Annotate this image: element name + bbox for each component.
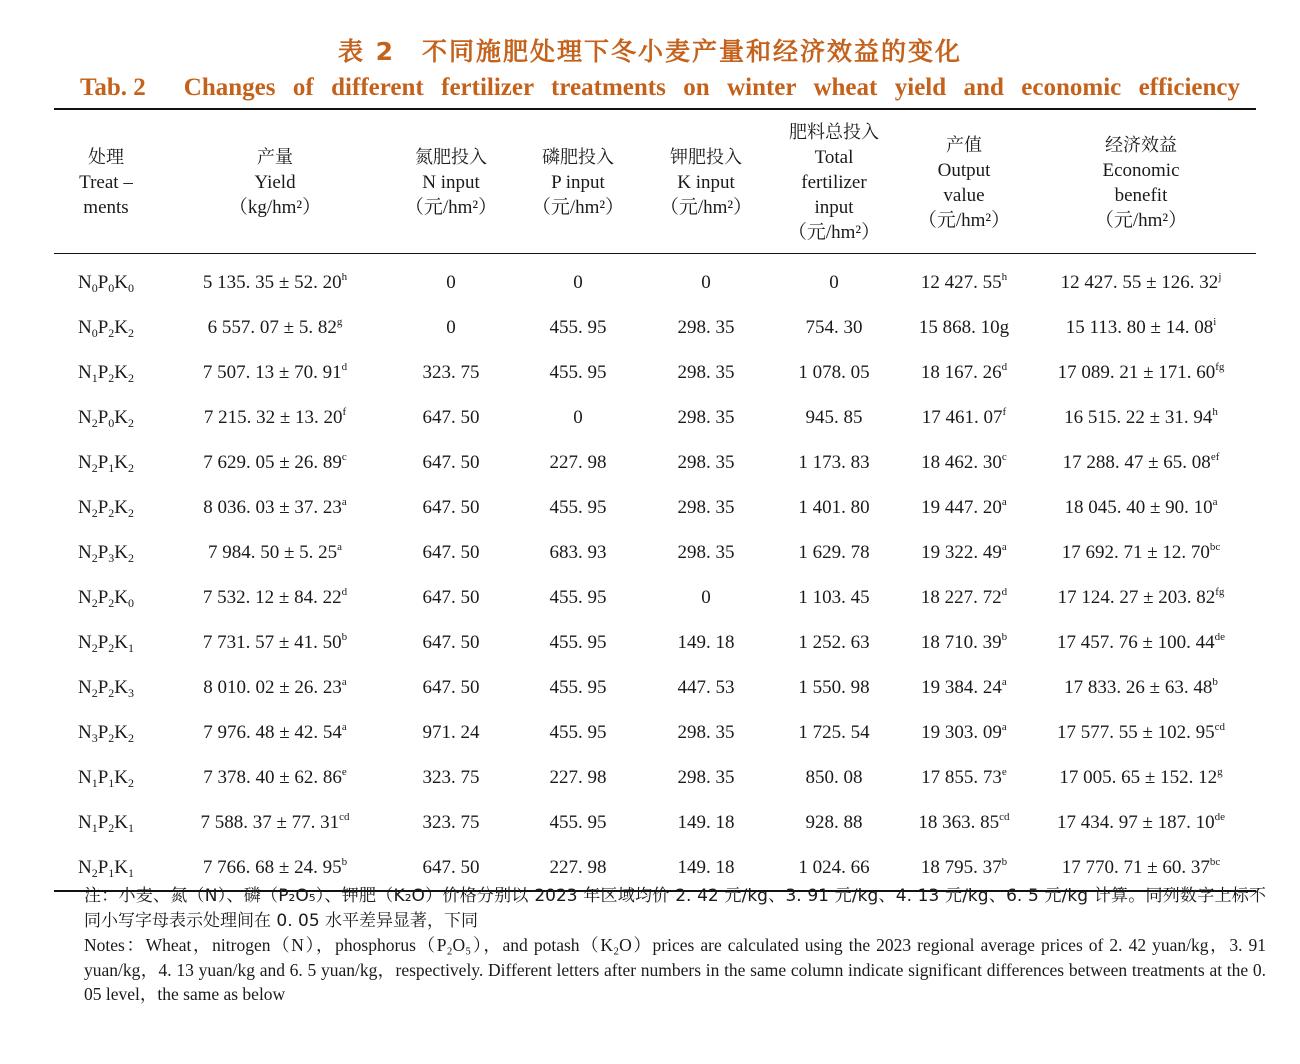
treatment-level: 2 — [108, 730, 115, 745]
p-cell: 455. 95 — [549, 496, 607, 518]
header-en: Total — [814, 147, 854, 168]
total-cell: 1 401. 80 — [798, 496, 870, 518]
benefit-cell: 17 005. 65 ± 152. 12$^g$ — [1059, 765, 1223, 788]
benefit-cell: 17 288. 47 ± 65. $08^{ef}$ — [1062, 450, 1220, 473]
n-cell: 647. 50 — [422, 631, 480, 653]
treatment-cell: $N_2P_0K_2$ — [77, 406, 135, 430]
p-cell: 455. 95 — [549, 811, 607, 833]
significance-letter: bc — [1209, 540, 1221, 553]
treatment-level: 2 — [91, 595, 98, 610]
output-cell: 18 227. 72$^d$ — [920, 585, 1008, 608]
benefit-cell: 17 692. 71 ± 12. $70^{bc}$ — [1061, 540, 1221, 563]
significance-letter: b — [341, 855, 348, 868]
treatment-level: 1 — [91, 820, 98, 835]
significance-letter: d — [341, 360, 348, 373]
n-cell: 323. 75 — [422, 766, 480, 788]
benefit-cell: 18 045. 40 ± 90. 10$^a$ — [1064, 495, 1218, 518]
n-cell: 647. 50 — [422, 496, 480, 518]
table-title: Changes of different fertilizer treatments on winter wheat yield and economic efficiency — [183, 74, 1240, 101]
treatment-level: 1 — [108, 775, 115, 790]
header-cn: 产量 — [257, 147, 293, 168]
table-row — [54, 530, 1256, 575]
treatment-level: 2 — [108, 685, 115, 700]
table-notes — [42, 884, 1266, 1007]
significance-letter: fg — [1215, 585, 1225, 598]
treatment-level: 2 — [91, 685, 98, 700]
k-cell: 298. 35 — [677, 766, 735, 788]
n-cell: 647. 50 — [422, 541, 480, 563]
table-row — [54, 254, 1256, 306]
output-cell: 18 462. 30$^c$ — [921, 450, 1007, 473]
significance-letter: a — [1001, 720, 1007, 733]
treatment-cell: $N_1P_2K_1$ — [77, 811, 135, 835]
significance-letter: ef — [1210, 450, 1220, 463]
total-cell: 0 — [829, 271, 839, 293]
treatment-level: 2 — [128, 370, 135, 385]
treatment-level: 2 — [128, 505, 135, 520]
significance-letter: g — [1217, 765, 1223, 778]
header-row — [54, 109, 1256, 254]
yield-cell: 7 215. 32 ± 13. 20$^f$ — [203, 405, 347, 428]
yield-cell: 7 766. 68 ± 24. 95$^b$ — [202, 855, 348, 878]
treatment-level: 3 — [91, 730, 98, 745]
table-caption-chinese: 表 2 不同施肥处理下冬小麦产量和经济效益的变化 — [337, 37, 963, 66]
significance-letter: a — [1001, 495, 1007, 508]
significance-letter: j — [1218, 270, 1222, 283]
header-en: value — [943, 184, 985, 206]
k-cell: 298. 35 — [677, 361, 735, 383]
benefit-cell: 17 577. 55 ± 102. $95^{cd}$ — [1056, 720, 1226, 743]
output-cell: 12 427. 55$^h$ — [920, 270, 1008, 293]
table-row — [54, 440, 1256, 485]
n-cell: 323. 75 — [422, 811, 480, 833]
significance-letter: h — [1212, 405, 1218, 418]
treatment-level: 0 — [128, 595, 135, 610]
total-cell: 1 252. 63 — [798, 631, 870, 653]
column-header — [646, 109, 766, 254]
output-cell: 15 868. 10g — [918, 316, 1010, 338]
significance-letter: c — [1001, 450, 1007, 463]
yield-cell: 7 378. 40 ± 62. 86e — [203, 765, 347, 788]
header-unit: （元/hm²） — [917, 209, 1011, 231]
yield-cell: 8 010. 02 ± 26. 23$^a$ — [203, 675, 347, 698]
header-en: fertilizer — [801, 172, 867, 193]
total-cell: 928. 88 — [805, 811, 863, 833]
output-cell: 18 363. $85^{cd}$ — [918, 810, 1010, 833]
table-row — [54, 710, 1256, 755]
notes-english: Notes：Wheat，nitrogen（N），phosphorus（P₂O₅），and potash（K₂O）prices are calculated using the 2023 regional average prices of 2. 42 yuan/kg，3. 91 yuan/kg，4. 13 yuan/kg and 6. 5 yuan/kg，respectively. Different letters after numbers in the same column indicate significant differences between treatments at the 0. 05 level，the same as below — [84, 935, 1266, 1004]
significance-letter: d — [1001, 360, 1008, 373]
header-en: Treat – — [79, 172, 133, 193]
p-cell: 455. 95 — [549, 721, 607, 743]
total-cell: 945. 85 — [805, 406, 863, 428]
significance-letter: fg — [1215, 360, 1225, 373]
treatment-level: 2 — [91, 415, 98, 430]
significance-letter: cd — [999, 810, 1010, 823]
header-unit: （元/hm²） — [404, 197, 498, 218]
column-header — [902, 109, 1026, 254]
significance-letter: d — [1001, 585, 1008, 598]
significance-letter: c — [341, 450, 347, 463]
treatment-level: 2 — [128, 775, 135, 790]
treatment-level: 0 — [91, 280, 98, 295]
output-cell: 18 167. 26$^d$ — [920, 360, 1008, 383]
header-en: benefit — [1114, 184, 1168, 206]
k-cell: 298. 35 — [677, 496, 735, 518]
total-cell: 1 103. 45 — [798, 586, 870, 608]
treatment-level: 2 — [128, 415, 135, 430]
yield-cell: 7 532. 12 ± 84. 22$^d$ — [202, 585, 348, 608]
treatment-level: 0 — [128, 280, 135, 295]
header-en: ments — [83, 197, 129, 218]
table-row — [54, 755, 1256, 800]
treatment-level: 2 — [91, 550, 98, 565]
benefit-cell: 17 124. 27 ± 203. $82^{fg}$ — [1057, 585, 1225, 608]
treatment-cell: $N_0P_0K_0$ — [77, 271, 135, 295]
benefit-cell: 17 833. 26 ± 63. 48$^b$ — [1064, 675, 1218, 698]
benefit-cell: 16 515. 22 ± 31. 94$^h$ — [1064, 405, 1218, 428]
total-cell: 1 078. 05 — [798, 361, 870, 383]
significance-letter: b — [1212, 675, 1218, 688]
treatment-level: 2 — [128, 460, 135, 475]
header-cn: 经济效益 — [1105, 134, 1177, 156]
treatment-cell: $N_2P_3K_2$ — [77, 541, 135, 565]
column-header — [392, 109, 510, 254]
treatment-cell: $N_2P_2K_1$ — [77, 631, 135, 655]
treatment-cell: $N_2P_2K_0$ — [77, 586, 135, 610]
table-row — [54, 800, 1256, 845]
table-caption-english — [80, 74, 1240, 102]
significance-letter: cd — [1214, 720, 1226, 733]
header-en: Economic — [1102, 159, 1180, 181]
p-cell: 455. 95 — [549, 676, 607, 698]
n-cell: 647. 50 — [422, 451, 480, 473]
k-cell: 149. 18 — [677, 631, 735, 653]
significance-letter: a — [341, 495, 347, 508]
table-body — [54, 254, 1256, 892]
significance-letter: b — [1001, 855, 1008, 868]
header-cn: 肥料总投入 — [789, 122, 879, 143]
yield-cell: 6 557. 07 ± 5. 82$^g$ — [207, 315, 343, 338]
treatment-cell: $N_2P_2K_2$ — [77, 496, 135, 520]
p-cell: 0 — [573, 406, 583, 428]
header-unit: （元/hm²） — [659, 197, 753, 218]
column-header — [1026, 109, 1256, 254]
treatment-cell: $N_3P_2K_2$ — [77, 721, 135, 745]
n-cell: 971. 24 — [422, 721, 480, 743]
header-unit: （kg/hm²） — [228, 197, 322, 218]
treatment-level: 2 — [128, 730, 135, 745]
significance-letter: a — [1212, 495, 1218, 508]
p-cell: 455. 95 — [549, 361, 607, 383]
treatment-level: 2 — [91, 640, 98, 655]
benefit-cell: 17 434. 97 ± 187. 10de — [1056, 810, 1226, 833]
treatment-level: 2 — [128, 550, 135, 565]
k-cell: 298. 35 — [677, 721, 735, 743]
column-header — [54, 109, 158, 254]
output-cell: 19 384. 24$^a$ — [921, 675, 1007, 698]
p-cell: 455. 95 — [549, 316, 607, 338]
significance-letter: f — [1002, 405, 1007, 418]
header-unit: （元/hm²） — [1094, 209, 1188, 231]
output-cell: 17 855. 73e — [921, 765, 1007, 788]
treatment-level: 3 — [128, 685, 135, 700]
header-cn: 产值 — [946, 134, 982, 156]
total-cell: 1 024. 66 — [798, 856, 870, 878]
treatment-cell: $N_1P_1K_2$ — [77, 766, 135, 790]
output-cell: 19 447. 20$^a$ — [921, 495, 1007, 518]
significance-letter: bc — [1209, 855, 1221, 868]
k-cell: 298. 35 — [677, 451, 735, 473]
significance-letter: b — [341, 630, 348, 643]
output-cell: 18 795. 37$^b$ — [920, 855, 1008, 878]
p-cell: 227. 98 — [549, 856, 607, 878]
header-cn: 氮肥投入 — [415, 147, 487, 168]
treatment-level: 1 — [108, 460, 115, 475]
treatment-level: 2 — [108, 370, 115, 385]
output-cell: 17 461. 07$^f$ — [921, 405, 1007, 428]
header-en: Output — [937, 159, 991, 181]
k-cell: 149. 18 — [677, 856, 735, 878]
header-unit: （元/hm²） — [531, 197, 625, 218]
treatment-level: 2 — [108, 325, 115, 340]
significance-letter: e — [341, 765, 347, 778]
total-cell: 850. 08 — [805, 766, 863, 788]
data-table — [54, 108, 1256, 892]
treatment-cell: $N_2P_2K_3$ — [77, 676, 135, 700]
treatment-level: 3 — [108, 550, 115, 565]
significance-letter: h — [1001, 270, 1008, 283]
treatment-cell: $N_2P_1K_1$ — [77, 856, 135, 880]
benefit-cell: 17 770. 71 ± 60. $37^{bc}$ — [1061, 855, 1221, 878]
k-cell: 0 — [701, 586, 711, 608]
significance-letter: a — [341, 675, 347, 688]
treatment-level: 0 — [91, 325, 98, 340]
header-en: P input — [551, 172, 605, 193]
total-cell: 1 725. 54 — [798, 721, 870, 743]
total-cell: 1 550. 98 — [798, 676, 870, 698]
n-cell: 647. 50 — [422, 856, 480, 878]
p-cell: 227. 98 — [549, 451, 607, 473]
significance-letter: a — [1001, 675, 1007, 688]
significance-letter: e — [1001, 765, 1007, 778]
k-cell: 298. 35 — [677, 316, 735, 338]
significance-letter: cd — [339, 810, 350, 823]
treatment-level: 2 — [108, 640, 115, 655]
treatment-level: 2 — [91, 460, 98, 475]
yield-cell: 7 507. 13 ± 70. 91$^d$ — [202, 360, 348, 383]
k-cell: 447. 53 — [677, 676, 735, 698]
significance-letter: d — [341, 585, 348, 598]
treatment-cell: $N_0P_2K_2$ — [77, 316, 135, 340]
output-cell: 19 322. 49$^a$ — [921, 540, 1007, 563]
treatment-level: 2 — [108, 505, 115, 520]
significance-letter: g — [336, 315, 343, 328]
treatment-level: 1 — [128, 865, 135, 880]
treatment-cell: $N_1P_2K_2$ — [77, 361, 135, 385]
header-en: Yield — [254, 172, 296, 193]
treatment-level: 2 — [91, 505, 98, 520]
benefit-cell: 17 457. 76 ± 100. 44de — [1056, 630, 1226, 653]
header-en: input — [814, 197, 854, 218]
output-cell: 18 710. 39$^b$ — [920, 630, 1008, 653]
treatment-level: 1 — [128, 640, 135, 655]
treatment-level: 0 — [108, 415, 115, 430]
table-row — [54, 665, 1256, 710]
treatment-level: 1 — [108, 865, 115, 880]
benefit-cell: 15 113. 80 ± 14. 08$^i$ — [1065, 315, 1217, 338]
treatment-level: 2 — [108, 820, 115, 835]
yield-cell: 8 036. 03 ± 37. 23$^a$ — [203, 495, 347, 518]
yield-cell: 7 588. 37 ± 77. $31^{cd}$ — [200, 810, 350, 833]
n-cell: 323. 75 — [422, 361, 480, 383]
notes-chinese: 注：小麦、氮（N）、磷（P₂O₅）、钾肥（K₂O）价格分别以 2023 年区域均价 2. 42 元/kg、3. 91 元/kg、4. 13 元/kg、6. 5 元/kg 计算。同列数字上标不同小写字母表示处理间在 0. 05 水平差异显著，下同 — [84, 886, 1266, 931]
total-cell: 754. 30 — [805, 316, 863, 338]
table-row — [54, 350, 1256, 395]
p-cell: 683. 93 — [549, 541, 607, 563]
treatment-level: 2 — [128, 325, 135, 340]
treatment-level: 1 — [128, 820, 135, 835]
table-row — [54, 485, 1256, 530]
significance-letter: a — [337, 540, 343, 553]
column-header — [766, 109, 902, 254]
significance-letter: de — [1214, 810, 1226, 823]
header-cn: 磷肥投入 — [542, 147, 614, 168]
yield-cell: 7 731. 57 ± 41. 50$^b$ — [202, 630, 348, 653]
treatment-level: 1 — [91, 370, 98, 385]
n-cell: 0 — [446, 316, 456, 338]
p-cell: 227. 98 — [549, 766, 607, 788]
k-cell: 149. 18 — [677, 811, 735, 833]
output-cell: 19 303. 09$^a$ — [921, 720, 1007, 743]
table-row — [54, 395, 1256, 440]
table-label: Tab. 2 — [80, 74, 146, 101]
column-header — [510, 109, 646, 254]
treatment-level: 2 — [91, 865, 98, 880]
yield-cell: 7 984. 50 ± 5. 25$^a$ — [207, 540, 343, 563]
significance-letter: de — [1214, 630, 1226, 643]
treatment-level: 0 — [108, 280, 115, 295]
header-cn: 钾肥投入 — [670, 147, 742, 168]
n-cell: 647. 50 — [422, 586, 480, 608]
column-header — [158, 109, 392, 254]
significance-letter: h — [341, 270, 348, 283]
benefit-cell: 12 427. 55 ± 126. 32$^j$ — [1060, 270, 1222, 293]
significance-letter: b — [1001, 630, 1008, 643]
header-en: N input — [422, 172, 480, 193]
table-row — [54, 305, 1256, 350]
n-cell: 0 — [446, 271, 456, 293]
p-cell: 455. 95 — [549, 586, 607, 608]
treatment-level: 2 — [108, 595, 115, 610]
table-row — [54, 575, 1256, 620]
significance-letter: a — [341, 720, 347, 733]
n-cell: 647. 50 — [422, 676, 480, 698]
yield-cell: 7 976. 48 ± 42. 54$^a$ — [203, 720, 347, 743]
header-unit: （元/hm²） — [787, 222, 881, 243]
treatment-cell: $N_2P_1K_2$ — [77, 451, 135, 475]
yield-cell: 7 629. 05 ± 26. 89$^c$ — [203, 450, 347, 473]
significance-letter: a — [1001, 540, 1007, 553]
k-cell: 298. 35 — [677, 541, 735, 563]
n-cell: 647. 50 — [422, 406, 480, 428]
yield-cell: 5 135. 35 ± 52. 20$^h$ — [202, 270, 348, 293]
significance-letter: i — [1213, 315, 1217, 328]
header-cn: 处理 — [88, 147, 124, 168]
p-cell: 455. 95 — [549, 631, 607, 653]
k-cell: 298. 35 — [677, 406, 735, 428]
total-cell: 1 173. 83 — [798, 451, 870, 473]
table-row — [54, 620, 1256, 665]
p-cell: 0 — [573, 271, 583, 293]
header-en: K input — [677, 172, 735, 193]
k-cell: 0 — [701, 271, 711, 293]
total-cell: 1 629. 78 — [798, 541, 870, 563]
significance-letter: f — [342, 405, 347, 418]
treatment-level: 1 — [91, 775, 98, 790]
benefit-cell: 17 089. 21 ± 171. $60^{fg}$ — [1057, 360, 1225, 383]
